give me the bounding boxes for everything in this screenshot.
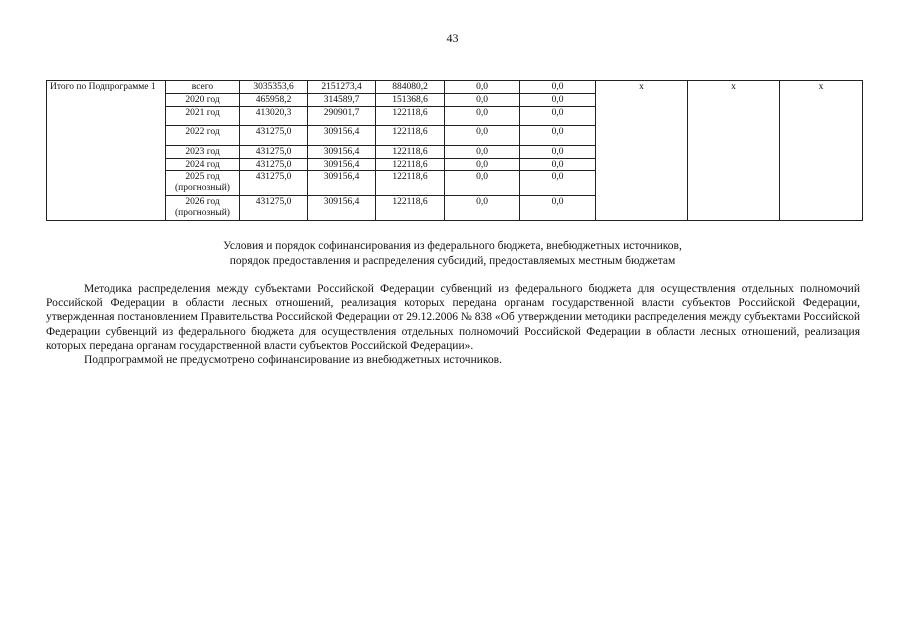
value-cell: 122118,6 bbox=[376, 196, 445, 221]
year-cell: 2020 год bbox=[166, 93, 240, 106]
value-cell: 0,0 bbox=[520, 196, 596, 221]
value-cell: 0,0 bbox=[520, 93, 596, 106]
value-cell: 122118,6 bbox=[376, 145, 445, 158]
section-title-line: порядок предоставления и распределения субсидий, предоставляемых местным бюджетам bbox=[229, 254, 676, 267]
value-cell: 0,0 bbox=[520, 106, 596, 125]
value-cell: 0,0 bbox=[520, 125, 596, 145]
year-cell: 2025 год (прогнозный) bbox=[166, 171, 240, 196]
value-cell: 0,0 bbox=[445, 81, 520, 94]
value-cell: 122118,6 bbox=[376, 171, 445, 196]
value-cell: 0,0 bbox=[520, 158, 596, 171]
value-cell: 151368,6 bbox=[376, 93, 445, 106]
year-cell: 2024 год bbox=[166, 158, 240, 171]
value-cell: 465958,2 bbox=[240, 93, 308, 106]
paragraph: Методика распределения между субъектами Российской Федерации субвенций из федерального бюджета для осуществления отдельных полномочий Российской Федерации в области лесных отношений, реализация которых передана органам государственной власти субъектов Российской Федерации, утвержденная постановлением Правительства Российской Федерации от 29.12.2006 № 838 «Об утверждении методики распределения между субъектами Российской Федерации субвенций из федерального бюджета для осуществления отдельных полномочий Российской Федерации в области лесных отношений, реализация которых передана органам государственной власти субъектов Российской Федерации». bbox=[46, 283, 860, 352]
year-cell: всего bbox=[166, 81, 240, 94]
total-label-cell: Итого по Подпрограмме 1 bbox=[47, 81, 166, 221]
value-cell: 431275,0 bbox=[240, 125, 308, 145]
value-cell: 122118,6 bbox=[376, 158, 445, 171]
value-cell: 413020,3 bbox=[240, 106, 308, 125]
value-cell: 309156,4 bbox=[308, 171, 376, 196]
section-title bbox=[0, 239, 905, 268]
year-cell: 2026 год (прогнозный) bbox=[166, 196, 240, 221]
value-cell: 3035353,6 bbox=[240, 81, 308, 94]
value-cell: 431275,0 bbox=[240, 196, 308, 221]
section-body bbox=[46, 282, 860, 367]
section-title-line: Условия и порядок софинансирования из федерального бюджета, внебюджетных источников, bbox=[223, 240, 682, 252]
value-cell: 0,0 bbox=[445, 145, 520, 158]
value-cell: 309156,4 bbox=[308, 196, 376, 221]
paragraph: Подпрограммой не предусмотрено софинансирование из внебюджетных источников. bbox=[84, 354, 502, 367]
value-cell: 0,0 bbox=[520, 171, 596, 196]
value-cell: 314589,7 bbox=[308, 93, 376, 106]
value-cell: 0,0 bbox=[445, 125, 520, 145]
value-cell: 309156,4 bbox=[308, 125, 376, 145]
year-cell: 2023 год bbox=[166, 145, 240, 158]
budget-table bbox=[46, 80, 863, 221]
x-mark-cell: x bbox=[596, 81, 688, 221]
value-cell: 290901,7 bbox=[308, 106, 376, 125]
value-cell: 122118,6 bbox=[376, 125, 445, 145]
x-mark-cell: x bbox=[688, 81, 780, 221]
value-cell: 309156,4 bbox=[308, 145, 376, 158]
page-number: 43 bbox=[446, 31, 459, 45]
x-mark-cell: x bbox=[780, 81, 863, 221]
value-cell: 431275,0 bbox=[240, 171, 308, 196]
year-cell: 2021 год bbox=[166, 106, 240, 125]
value-cell: 0,0 bbox=[520, 81, 596, 94]
value-cell: 0,0 bbox=[445, 106, 520, 125]
value-cell: 0,0 bbox=[520, 145, 596, 158]
value-cell: 0,0 bbox=[445, 196, 520, 221]
value-cell: 431275,0 bbox=[240, 158, 308, 171]
value-cell: 431275,0 bbox=[240, 145, 308, 158]
table-row bbox=[47, 81, 863, 94]
value-cell: 2151273,4 bbox=[308, 81, 376, 94]
value-cell: 0,0 bbox=[445, 171, 520, 196]
value-cell: 884080,2 bbox=[376, 81, 445, 94]
value-cell: 309156,4 bbox=[308, 158, 376, 171]
value-cell: 0,0 bbox=[445, 158, 520, 171]
year-cell: 2022 год bbox=[166, 125, 240, 145]
value-cell: 122118,6 bbox=[376, 106, 445, 125]
value-cell: 0,0 bbox=[445, 93, 520, 106]
